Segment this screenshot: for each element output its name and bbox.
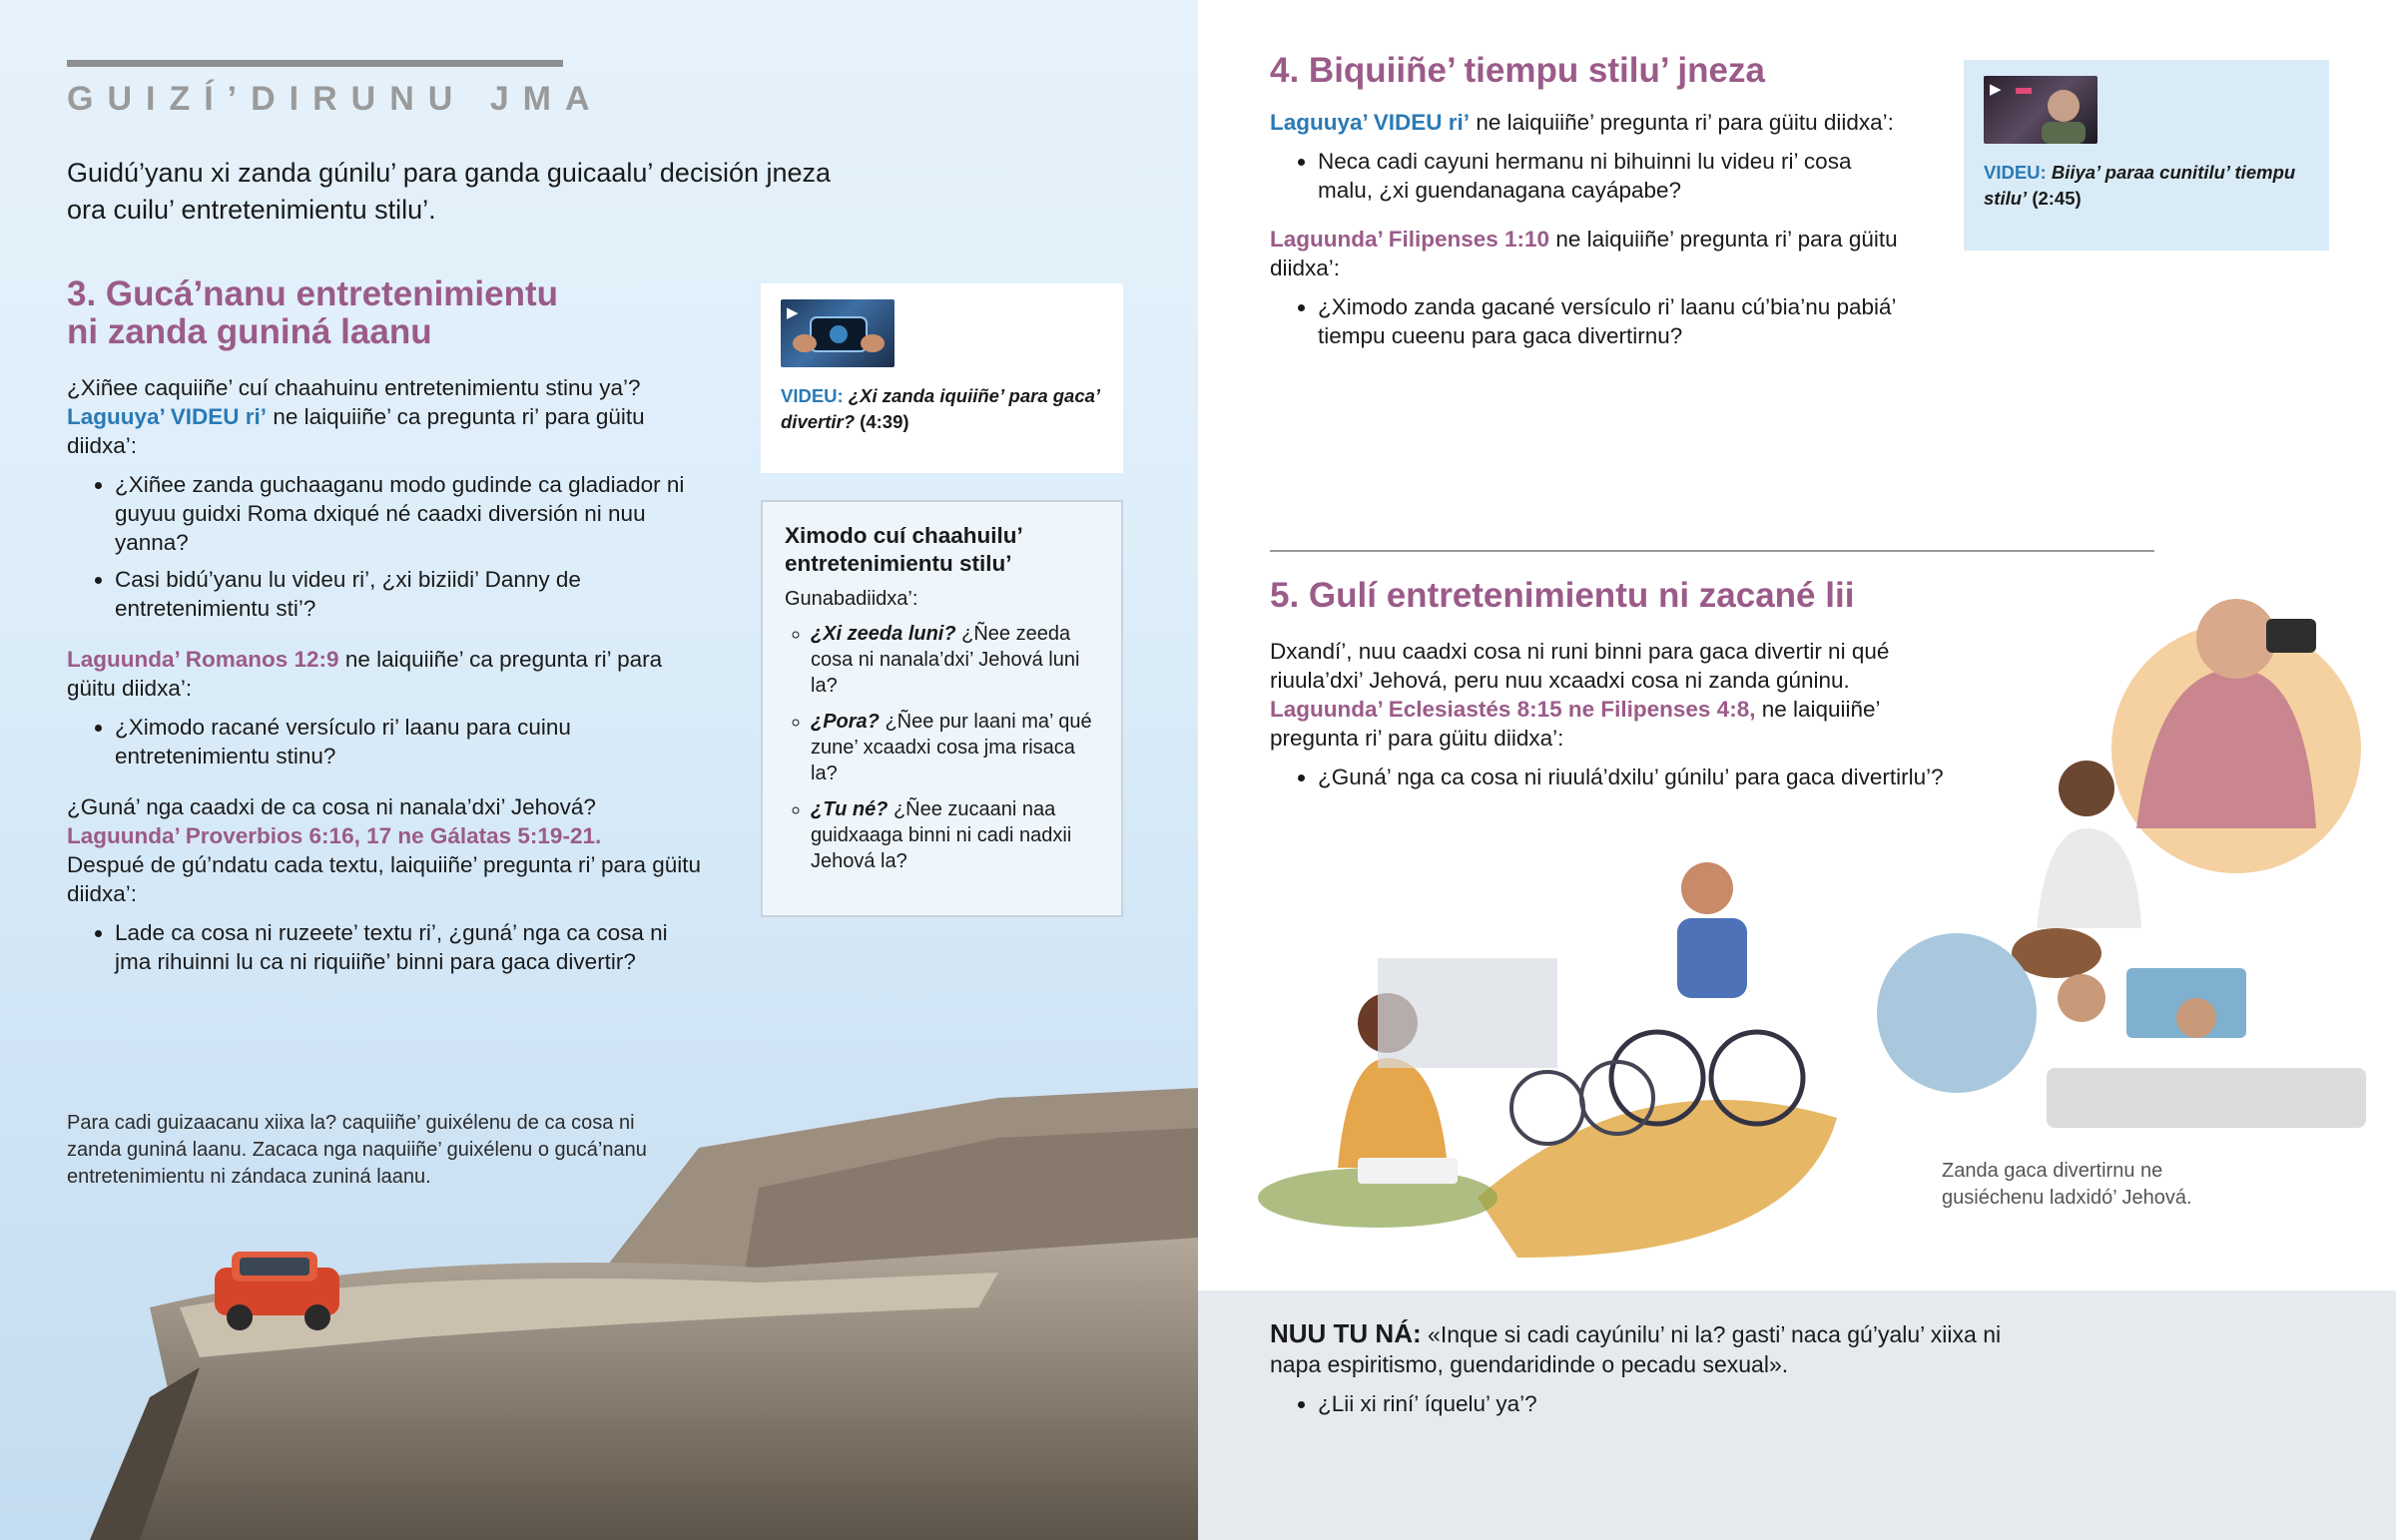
kicker-heading: GUIZÍ’DIRUNU JMA	[67, 80, 604, 118]
list-item: • ¿Lii xi riní’ íquelu’ ya’?	[1318, 1389, 2029, 1418]
video-caption	[1984, 160, 2309, 212]
paragraph-text: Despué de gú’ndatu cada textu, laiquiiñe’ pregunta ri’ para güitu diidxa’:	[67, 852, 702, 906]
paragraph-text: ¿Xiñee caquiiñe’ cuí chaahuinu entretenimientu stinu ya’?	[67, 375, 641, 400]
question-list-5	[1270, 763, 1969, 791]
tip-question: ¿Xi zeeda luni?	[811, 623, 956, 645]
video-card-2[interactable]	[1964, 60, 2329, 251]
list-item: • ¿Xiñee zanda guchaaganu modo gudinde ca gladiador ni guyuu guidxi Roma dxiqué né caadxi diversión ni nuu yanna?	[115, 470, 706, 557]
section-divider	[1270, 550, 2154, 552]
video-thumbnail[interactable]	[781, 299, 895, 367]
paragraph-text: ne laiquiiñe’ ca pregunta ri’ para güitu diidxa’:	[67, 647, 663, 701]
paragraph-text: ne laiquiiñe’ pregunta ri’ para güitu diidxa’:	[1470, 110, 1894, 135]
objection-content	[1270, 1318, 2029, 1426]
tips-box-title	[785, 522, 1099, 578]
play-icon: ▶	[787, 304, 799, 321]
tip-text: ¿Ñee zucaani naa guidxaaga binni ni cadi nadxii Jehová la?	[811, 798, 1072, 872]
objection-statement	[1270, 1318, 2029, 1379]
tip-question: ¿Tu né?	[811, 798, 889, 820]
play-icon: ▶	[1990, 81, 2002, 98]
list-item: • ¿Guná’ nga ca cosa ni riuulá’dxilu’ gúnilu’ para gaca divertirlu’?	[1318, 763, 1969, 791]
question-list-4b	[1270, 292, 1909, 350]
intro-text: Guidú’yanu xi zanda gúnilu’ para ganda guicaalu’ decisión jneza ora cuilu’ entretenimientu stilu’.	[67, 158, 832, 225]
portrait-illustration	[1984, 76, 2097, 144]
objection-panel	[1198, 1290, 2396, 1540]
paragraph-text: ¿Guná’ nga caadxi de ca cosa ni nanala’dxi’ Jehová?	[67, 794, 596, 819]
cliff-illustration	[0, 1068, 1198, 1540]
section-4-title: 4. Biquiiñe’ tiempu stilu’ jneza	[1270, 51, 1765, 90]
video-title[interactable]: Biiya’ paraa cunitilu’ tiempu stilu’	[1984, 162, 2296, 209]
list-item: • Neca cadi cayuni hermanu ni bihuinni lu videu ri’ cosa malu, ¿xi guendanagana cayápabe?	[1318, 147, 1909, 205]
section-4	[1270, 52, 1909, 358]
video-duration: (2:45)	[2032, 188, 2082, 209]
tips-box-subtitle: Gunabadiidxa’:	[785, 588, 918, 610]
list-item: • Casi bidú’yanu lu videu ri’, ¿xi biziidi’ Danny de entretenimientu sti’?	[115, 565, 706, 623]
section-3-paragraph-2	[67, 645, 706, 703]
question-list-2	[67, 713, 706, 770]
section-3-paragraph-1	[67, 373, 706, 460]
tip-item	[811, 709, 1099, 786]
phone-game-illustration	[781, 299, 895, 367]
video-thumbnail[interactable]	[1984, 76, 2097, 144]
section-3-title-line1: 3. Gucá’nanu entretenimientu	[67, 274, 559, 313]
section-3-paragraph-3	[67, 792, 706, 908]
illustration-caption: Zanda gaca divertirnu ne gusiéchenu ladxidó’ Jehová.	[1942, 1160, 2192, 1209]
list-item: • ¿Ximodo racané versículo ri’ laanu para cuinu entretenimientu stinu?	[115, 713, 706, 770]
tips-list	[785, 621, 1099, 874]
video-duration: (4:39)	[860, 411, 909, 432]
gaming-vignette	[2047, 968, 2366, 1128]
tips-box-title-line2: entretenimientu stilu’	[785, 551, 1012, 576]
watch-video-link[interactable]: Laguuya’ VIDEU ri’	[1270, 110, 1471, 135]
section-5-paragraph	[1270, 637, 1969, 753]
section-3	[67, 275, 706, 984]
scripture-reference[interactable]: Laguunda’ Romanos 12:9	[67, 647, 339, 672]
question-list-1	[67, 470, 706, 623]
list-item: • Lade ca cosa ni ruzeete’ textu ri’, ¿guná’ nga ca cosa ni jma rihuinni lu ca ni riquiiñe’ binni para gaca divertir?	[115, 918, 706, 976]
paragraph-text: ne laiquiiñe’ pregunta ri’ para güitu diidxa’:	[1270, 227, 1898, 280]
paragraph-text: ne laiquiiñe’ pregunta ri’ para güitu diidxa’:	[1270, 697, 1880, 751]
objection-question-list	[1270, 1389, 2029, 1418]
paragraph-text: Dxandí’, nuu caadxi cosa ni runi binni para gaca divertir ni qué riuula’dxi’ Jehová, peru nuu xcaadxi cosa ni zanda gúninu.	[1270, 639, 1890, 693]
video-title[interactable]: ¿Xi zanda iquiiñe’ para gaca’ divertir?	[781, 385, 1100, 432]
illustration-caption: Para cadi guizaacanu xiixa la? caquiiñe’ guixélenu de ca cosa ni zanda guniná laanu. Zacaca nga naquiiñe’ guixélenu o gucá’nanu entretenimientu ni zándaca zuniná laanu.	[67, 1112, 647, 1188]
watch-video-link[interactable]: Laguuya’ VIDEU ri’	[67, 404, 268, 429]
right-page	[1198, 0, 2396, 1540]
list-item: • ¿Ximodo zanda gacané versículo ri’ laanu cú’bia’nu pabiá’ tiempu cueenu para gaca divertirnu?	[1318, 292, 1909, 350]
question-list-4a	[1270, 147, 1909, 205]
tips-box	[761, 500, 1123, 917]
tip-text: ¿Ñee zeeda cosa ni nanala’dxi’ Jehová luni la?	[811, 623, 1080, 697]
section-3-title	[67, 275, 706, 351]
objection-quote: «Inque si cadi cayúnilu’ ni la? gasti’ naca gú’yalu’ xiixa ni napa espiritismo, guendaridinde o pecadu sexual».	[1270, 1321, 2002, 1377]
basketball-court	[1378, 958, 1557, 1068]
scripture-reference[interactable]: Laguunda’ Proverbios 6:16, 17 ne Gálatas 5:19-21.	[67, 823, 602, 848]
question-list-3	[67, 918, 706, 976]
tip-text: ¿Ñee pur laani ma’ qué zune’ xcaadxi cosa jma risaca la?	[811, 711, 1092, 784]
paragraph-text: ne laiquiiñe’ ca pregunta ri’ para güitu diidxa’:	[67, 404, 645, 458]
scripture-reference[interactable]: Laguunda’ Filipenses 1:10	[1270, 227, 1550, 252]
tip-item	[811, 621, 1099, 699]
objection-label: NUU TU NÁ:	[1270, 1318, 1422, 1348]
tip-item	[811, 796, 1099, 874]
video-label: VIDEU:	[1984, 162, 2047, 183]
video-card-1[interactable]	[761, 283, 1123, 473]
tips-box-title-line1: Ximodo cuí chaahuilu’	[785, 523, 1023, 548]
video-caption	[781, 383, 1103, 435]
section-5-title: 5. Gulí entretenimientu ni zacané lii	[1270, 576, 1855, 615]
top-rule	[67, 60, 563, 67]
section-3-title-line2: ni zanda guniná laanu	[67, 312, 432, 351]
section-4-paragraph-2	[1270, 225, 1909, 282]
child-building-vignette	[1877, 933, 2037, 1093]
scripture-reference[interactable]: Laguunda’ Eclesiastés 8:15 ne Filipenses 4:8,	[1270, 697, 1756, 722]
section-4-paragraph-1	[1270, 108, 1909, 137]
section-5	[1270, 577, 1969, 799]
tip-question: ¿Pora?	[811, 711, 880, 733]
video-label: VIDEU:	[781, 385, 844, 406]
